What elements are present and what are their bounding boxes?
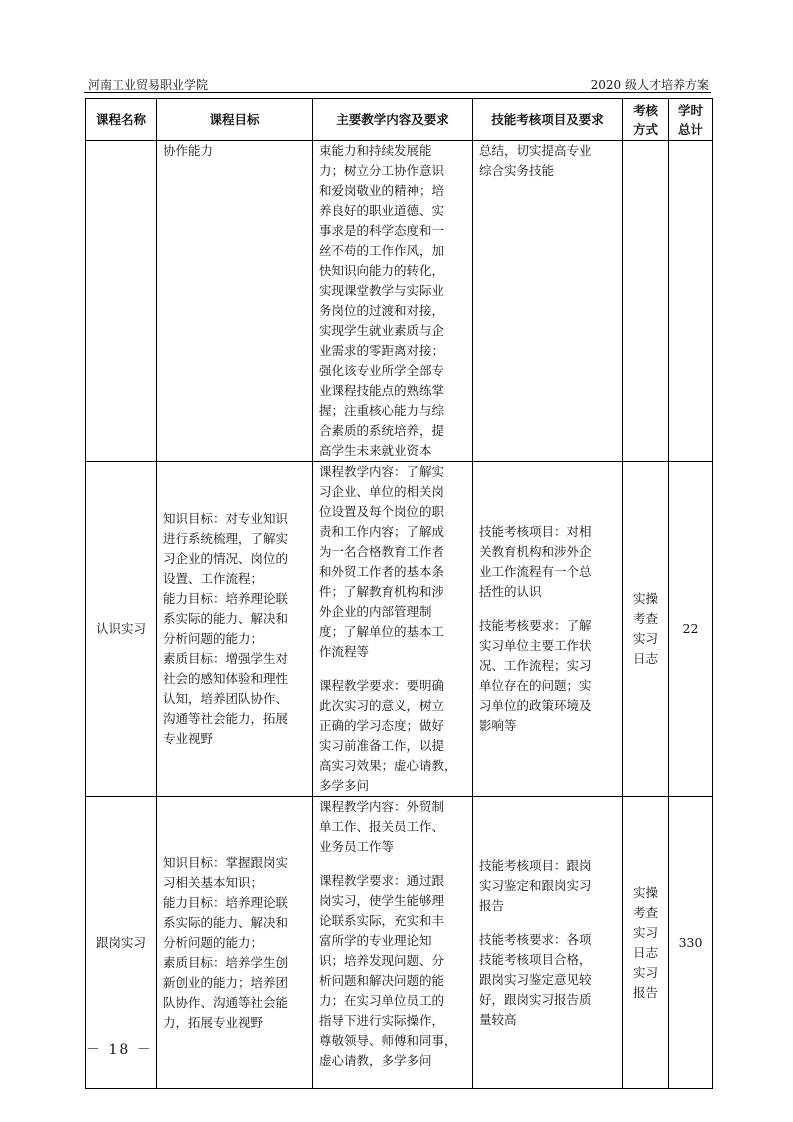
- content-line: 正确的学习态度；做好: [319, 718, 445, 733]
- table-row: [86, 797, 713, 1089]
- exam-line: 实习: [632, 924, 658, 940]
- skills-line: 关教育机构和涉外企: [479, 544, 592, 559]
- content-line: 虚心请教，多学多问: [319, 1053, 432, 1068]
- content-line: 握；注重核心能力与综: [319, 403, 445, 418]
- course-goals-cell: [157, 141, 313, 462]
- content-line: 和外贸工作者的基本条: [319, 564, 445, 579]
- content-line: 识；培养发现问题、分: [319, 953, 445, 968]
- assessment-method-cell: [623, 797, 669, 1089]
- page-header: [84, 74, 711, 92]
- goals-line: 设置、工作流程；: [163, 571, 264, 586]
- content-line: 合素质的系统培养，提: [319, 423, 445, 438]
- goals-line: 新创业的能力；培养团: [163, 974, 289, 990]
- content-line: 此次实习的意义，树立: [319, 698, 445, 713]
- goals-line: 系实际的能力、解决和: [163, 611, 289, 626]
- course-goals-cell: [157, 462, 313, 797]
- goals-line: 力，拓展专业视野: [163, 1014, 264, 1030]
- header-rule: [84, 92, 711, 93]
- content-line: 束能力和持续发展能: [319, 143, 432, 158]
- goals-line: 知识目标：对专业知识: [163, 511, 289, 526]
- table-row: [86, 141, 713, 462]
- content-line: 尊敬领导、师傅和同事，: [319, 1033, 457, 1048]
- content-line: 实现学生就业素质与企: [319, 323, 445, 338]
- paragraph-gap: [319, 662, 466, 676]
- paragraph-gap: [319, 857, 466, 871]
- skills-assessment-cell: [473, 797, 623, 1089]
- content-line: 责和工作内容；了解成: [319, 524, 445, 539]
- goals-line: 队协作、沟通等社会能: [163, 994, 289, 1010]
- paragraph-gap: [479, 602, 616, 616]
- content-line: 度；了解单位的基本工: [319, 624, 445, 639]
- content-line: 指导下进行实际操作，: [319, 1013, 445, 1028]
- content-line: 业务员工作等: [319, 839, 395, 854]
- goals-line: 专业视野: [163, 731, 214, 746]
- content-line: 课程教学内容：了解实: [319, 464, 445, 479]
- goals-line: 系实际的能力、解决和: [163, 914, 289, 930]
- content-line: 业课程技能点的熟练掌: [319, 383, 445, 398]
- content-line: 位设置及每个岗位的职: [319, 504, 445, 519]
- course-name-cell: 跟岗实习: [86, 797, 157, 1089]
- goals-line: 进行系统梳理，了解实: [163, 531, 289, 546]
- teaching-content-cell: [313, 797, 473, 1089]
- content-line: 作流程等: [319, 644, 370, 659]
- content-line: 外企业的内部管理制: [319, 604, 432, 619]
- skills-line: 好，跟岗实习报告质: [479, 991, 592, 1007]
- goals-line: 能力目标：培养理论联: [163, 894, 289, 910]
- content-line: 课程教学要求：通过跟: [319, 873, 445, 888]
- skills-line: 技能考核项目：跟岗: [479, 857, 592, 873]
- content-line: 析问题和解决问题的能: [319, 973, 445, 988]
- table-header-row: [86, 99, 713, 141]
- content-line: 实习前准备工作，以提: [319, 738, 445, 753]
- content-line: 养良好的职业道德、实: [319, 203, 445, 218]
- exam-line: 报告: [632, 984, 658, 1000]
- content-line: 业需求的零距离对接；: [319, 343, 445, 358]
- teaching-content-cell: [313, 141, 473, 462]
- col-header-hours: 学时 总计: [669, 99, 713, 141]
- header-plan-title: 2020 级人才培养方案: [590, 78, 709, 92]
- exam-line: 日志: [632, 944, 658, 960]
- content-line: 高实习效果；虚心请教，: [319, 758, 457, 773]
- assessment-method-cell: [623, 462, 669, 797]
- skills-line: 影响等: [479, 718, 517, 733]
- skills-line: 技能考核要求：了解: [479, 618, 592, 633]
- content-line: 多学多问: [319, 778, 370, 793]
- col-header-course: 课程名称: [86, 99, 157, 141]
- content-line: 高学生未来就业资本: [319, 443, 432, 458]
- skills-line: 实习鉴定和跟岗实习: [479, 877, 592, 893]
- content-line: 务岗位的过渡和对接，: [319, 303, 445, 318]
- exam-line: 考查: [632, 611, 658, 626]
- content-line: 丝不苟的工作作风，加: [319, 243, 445, 258]
- content-line: 强化该专业所学全部专: [319, 363, 445, 378]
- goals-line: 习企业的情况、岗位的: [163, 551, 289, 566]
- skills-line: 跟岗实习鉴定意见较: [479, 971, 592, 987]
- skills-line: 括性的认识: [479, 584, 542, 599]
- content-line: 力；树立分工协作意识: [319, 163, 445, 178]
- content-line: 富所学的专业理论知: [319, 933, 432, 948]
- skills-line: 报告: [479, 897, 505, 913]
- total-hours-cell: [669, 141, 713, 462]
- course-name-cell: [86, 141, 157, 462]
- table-row: [86, 462, 713, 797]
- header-school: 河南工业贸易职业学院: [88, 78, 209, 92]
- content-line: 岗实习，使学生能够理: [319, 893, 445, 908]
- total-hours-cell: 22: [669, 462, 713, 797]
- course-name-cell: 认识实习: [86, 462, 157, 797]
- content-line: 习企业、单位的相关岗: [319, 484, 445, 499]
- goals-line: 知识目标：掌握跟岗实: [163, 854, 289, 870]
- goals-line: 认知，培养团队协作、: [163, 691, 289, 706]
- exam-line: 日志: [632, 651, 658, 666]
- teaching-content-cell: [313, 462, 473, 797]
- content-line: 单工作、报关员工作、: [319, 819, 445, 834]
- page-number: － 18 －: [86, 1042, 153, 1058]
- total-hours-cell: 330: [669, 797, 713, 1089]
- assessment-method-cell: [623, 141, 669, 462]
- exam-line: 实习: [632, 964, 658, 980]
- goals-line: 分析问题的能力；: [163, 934, 264, 950]
- content-line: 力；在实习单位员工的: [319, 993, 445, 1008]
- goals-line: 沟通等社会能力，拓展: [163, 711, 289, 726]
- skills-line: 综合实务技能: [479, 163, 555, 178]
- curriculum-table: [85, 98, 713, 1089]
- exam-line: 实操: [632, 591, 658, 606]
- skills-assessment-cell: [473, 141, 623, 462]
- skills-line: 量较高: [479, 1011, 517, 1027]
- skills-line: 技能考核项目：对相: [479, 524, 592, 539]
- exam-line: 实习: [632, 631, 658, 646]
- goals-line: 素质目标：培养学生创: [163, 954, 289, 970]
- skills-line: 技能考核项目合格，: [479, 951, 592, 967]
- skills-line: 技能考核要求：各项: [479, 931, 592, 947]
- paragraph-gap: [479, 916, 616, 930]
- col-header-content: 主要教学内容及要求: [313, 99, 473, 141]
- goals-line: 分析问题的能力；: [163, 631, 264, 646]
- skills-line: 业工作流程有一个总: [479, 564, 592, 579]
- skills-line: 实习单位主要工作状: [479, 638, 592, 653]
- skills-line: 总结，切实提高专业: [479, 143, 592, 158]
- course-goals-cell: [157, 797, 313, 1089]
- col-header-skills: 技能考核项目及要求: [473, 99, 623, 141]
- skills-line: 习单位的政策环境及: [479, 698, 592, 713]
- goals-line: 社会的感知体验和理性: [163, 671, 289, 686]
- col-header-goals: 课程目标: [157, 99, 313, 141]
- goals-line: 素质目标：增强学生对: [163, 651, 289, 666]
- content-line: 快知识向能力的转化，: [319, 263, 445, 278]
- content-line: 论联系实际，充实和丰: [319, 913, 445, 928]
- content-line: 课程教学内容：外贸制: [319, 799, 445, 814]
- skills-line: 况、工作流程；实习: [479, 658, 592, 673]
- content-line: 为一名合格教育工作者: [319, 544, 445, 559]
- content-line: 事求是的科学态度和一: [319, 223, 445, 238]
- exam-line: 实操: [632, 884, 658, 900]
- content-line: 实现课堂教学与实际业: [319, 283, 445, 298]
- skills-assessment-cell: [473, 462, 623, 797]
- col-header-exam: 考核 方式: [623, 99, 669, 141]
- content-line: 课程教学要求：要明确: [319, 678, 445, 693]
- content-line: 件；了解教育机构和涉: [319, 584, 445, 599]
- goals-line: 能力目标：培养理论联: [163, 591, 289, 606]
- exam-line: 考查: [632, 904, 658, 920]
- content-line: 和爱岗敬业的精神；培: [319, 183, 445, 198]
- goals-line: 协作能力: [163, 143, 214, 158]
- skills-line: 单位存在的问题；实: [479, 678, 592, 693]
- goals-line: 习相关基本知识；: [163, 874, 264, 890]
